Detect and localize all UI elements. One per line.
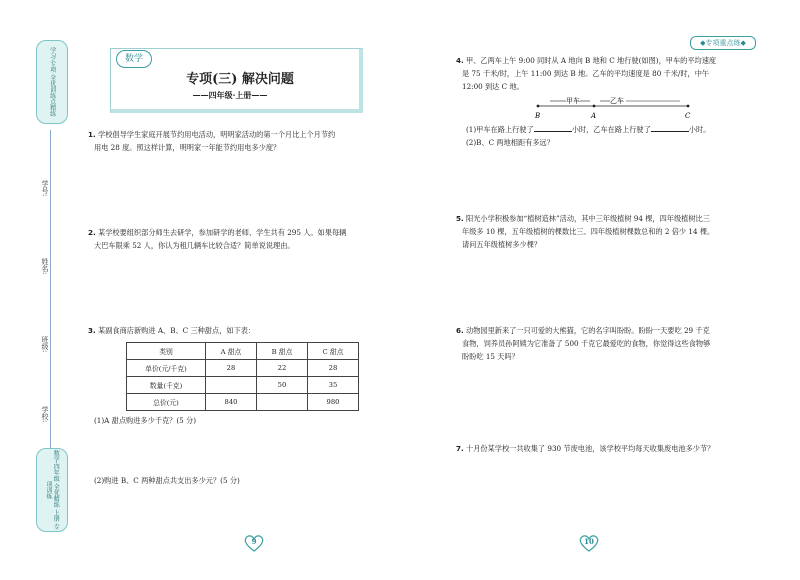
- question-number: 1.: [88, 130, 96, 139]
- table-cell: 单价(元/千克): [127, 360, 206, 377]
- table-row: [127, 377, 359, 394]
- question-6: [456, 324, 768, 363]
- page-number-left: 9: [251, 537, 257, 546]
- table-cell: [206, 377, 257, 394]
- side-label-student-number: 学号:: [41, 180, 49, 197]
- question-1: [88, 128, 388, 154]
- question-3-part-1: (1)A 甜点购进多少千克？(5 分): [94, 416, 196, 425]
- table-cell: 980: [308, 394, 359, 411]
- answer-blank[interactable]: [534, 122, 572, 132]
- question-text: 动物园里新来了一只可爱的大熊猫，它的名字叫盼盼。盼盼一天要吃 29 千克: [466, 326, 710, 335]
- table-cell: 35: [308, 377, 359, 394]
- table-header-cell: A 甜点: [206, 343, 257, 360]
- point-c-label: C: [685, 112, 691, 120]
- table-cell: 22: [257, 360, 308, 377]
- car-a-label: 甲车: [566, 97, 580, 105]
- question-number: 2.: [88, 228, 96, 237]
- table-cell: 28: [206, 360, 257, 377]
- answer-blank[interactable]: [651, 122, 689, 132]
- table-header-cell: C 甜点: [308, 343, 359, 360]
- table-header-cell: B 甜点: [257, 343, 308, 360]
- part-1-text-a: (1)甲车在路上行驶了: [466, 125, 534, 134]
- table-header-cell: 类别: [127, 343, 206, 360]
- part-1-text-c: 小时。: [688, 125, 711, 134]
- part-1-text-b: 小时，乙车在路上行驶了: [571, 125, 651, 134]
- question-4-part-2: (2)B、C 两地相距有多远？: [466, 138, 554, 147]
- question-text: 学校倡导学生家庭开展节约用电活动，明明家活动的第一个月比上个月节约: [98, 130, 336, 139]
- question-number: 6.: [456, 326, 464, 335]
- question-text: 十月份某学校一共收集了 930 节废电池，该学校平均每天收集废电池多少节？: [466, 444, 715, 453]
- point-a-label: A: [591, 112, 597, 120]
- question-text-line2: 是 75 千米/时，上午 11:00 到达 B 地。乙车的平均速度是 80 千米/时，中午: [462, 69, 710, 78]
- question-2: [88, 226, 388, 252]
- question-text: 某副食商店新购进 A、B、C 三种甜点，如下表：: [98, 326, 256, 335]
- side-top-caption: 学习·专项 全优训练点精练: [36, 40, 68, 124]
- point-b-label: B: [535, 112, 541, 120]
- route-diagram: [530, 94, 700, 124]
- page-number-right: 10: [584, 537, 594, 546]
- question-text: 阳光小学积极参加“植树造林”活动，其中三年级植树 94 棵，四年级植树比三: [466, 214, 710, 223]
- question-4-part-1: [466, 122, 766, 136]
- question-3: [88, 324, 388, 337]
- side-label-name: 姓名:: [41, 258, 49, 275]
- question-number: 4.: [456, 56, 464, 65]
- table-row: [127, 360, 359, 377]
- question-text-line2: 年级多 10 棵，五年级植树的棵数比三、四年级植树棵数总和的 2 倍少 14 棵。: [462, 227, 715, 236]
- question-text: 甲、乙两车上午 9:00 同时从 A 地向 B 地和 C 地行驶(如图)，甲车的平均速度: [466, 56, 717, 65]
- page-title: 专项(三) 解决问题: [186, 72, 294, 87]
- table-cell: 总价(元): [127, 394, 206, 411]
- side-label-school: 学校:: [41, 406, 49, 423]
- table-header-row: [127, 343, 359, 360]
- section-banner: ◆专项重点练◆: [690, 36, 756, 50]
- question-3-part-2: (2)购进 B、C 两种甜点共支出多少元？(5 分): [94, 476, 240, 485]
- dessert-table: [126, 342, 359, 411]
- side-label-class: 班级:: [41, 336, 49, 353]
- question-number: 7.: [456, 444, 464, 453]
- question-text-line2: 大巴车限乘 52 人，你认为租几辆车比较合适？简单说说理由。: [94, 241, 295, 250]
- question-7: [456, 442, 776, 455]
- table-cell: [257, 394, 308, 411]
- question-4: [456, 54, 766, 93]
- question-text-line3: 请问五年级植树多少棵？: [462, 240, 542, 249]
- table-cell: 840: [206, 394, 257, 411]
- question-text-line2: 用电 28 度。照这样计算，明明家一年能节约用电多少度？: [94, 143, 281, 152]
- table-row: [127, 394, 359, 411]
- table-cell: 50: [257, 377, 308, 394]
- table-cell: 28: [308, 360, 359, 377]
- question-text-line2: 食物，饲养员孙阿姨为它准备了 500 千克它最爱吃的食物，你觉得这些食物够: [462, 339, 711, 348]
- side-binding-line: [50, 130, 51, 450]
- table-cell: 数量(千克): [127, 377, 206, 394]
- grade-label: ——四年级·上册——: [192, 90, 268, 100]
- side-strip: [36, 40, 68, 530]
- side-bottom-caption: 数学·四年级 全优精练 上册 专项训练: [36, 448, 68, 532]
- question-5: [456, 212, 768, 251]
- question-text-line3: 12:00 到达 C 地。: [462, 82, 524, 91]
- question-text: 某学校要组织部分师生去研学，参加研学的老师、学生共有 295 人。如果每辆: [98, 228, 347, 237]
- question-number: 5.: [456, 214, 464, 223]
- car-b-label: 乙车: [610, 97, 624, 105]
- question-number: 3.: [88, 326, 96, 335]
- subject-badge: 数学: [116, 50, 152, 68]
- question-text-line3: 盼盼吃 15 天吗？: [462, 352, 519, 361]
